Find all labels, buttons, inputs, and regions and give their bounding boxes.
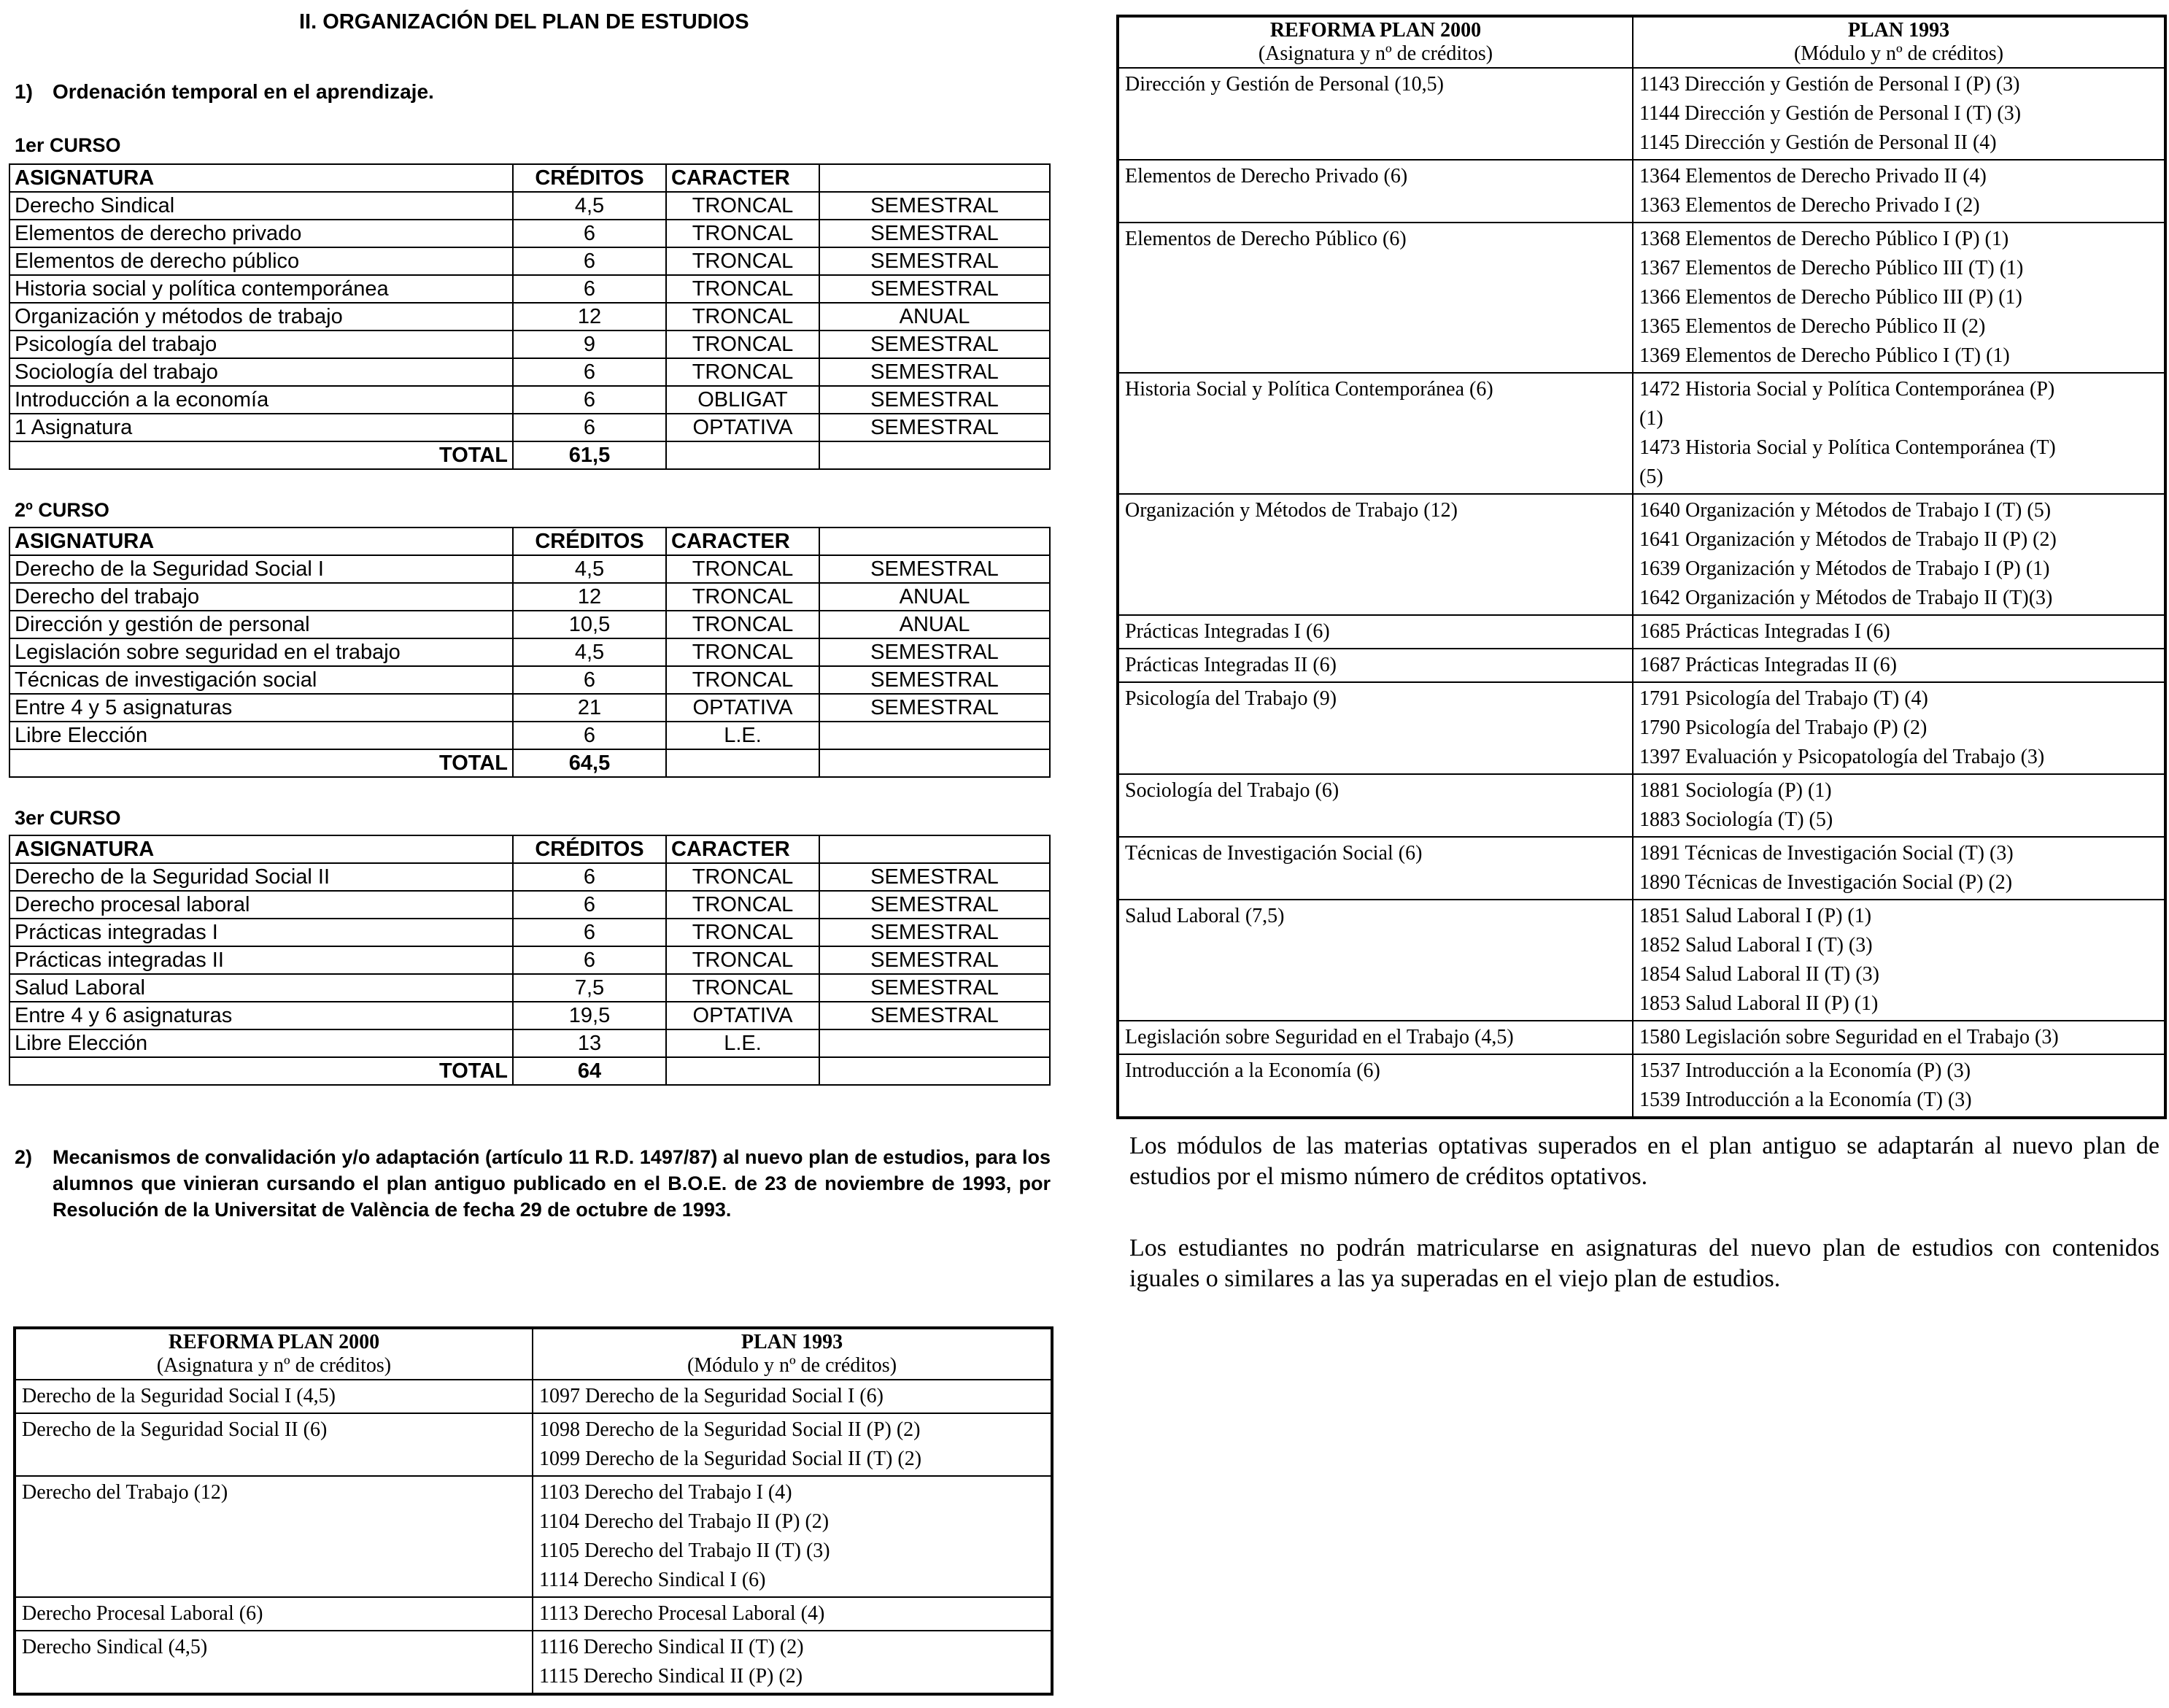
new-plan-subject — [1118, 649, 1633, 682]
table-row — [9, 583, 1050, 611]
subject-text: Derecho de la Seguridad Social I (4,5) — [22, 1385, 336, 1407]
duration-cell: SEMESTRAL — [819, 414, 1050, 441]
empty-cell — [819, 1057, 1050, 1085]
course-1-heading: 1er CURSO — [15, 134, 121, 156]
subject-text: Prácticas Integradas II (6) — [1125, 654, 1337, 676]
table-row — [9, 220, 1050, 247]
duration-cell: ANUAL — [819, 303, 1050, 331]
type-cell: TRONCAL — [666, 891, 819, 919]
duration-cell: SEMESTRAL — [819, 220, 1050, 247]
conversion-row — [1118, 615, 2165, 649]
module-entry: 1639 Organización y Métodos de Trabajo I (P) (1) — [1639, 557, 2050, 580]
module-entry: 1473 Historia Social y Política Contemporánea (T) — [1639, 436, 2056, 459]
subject-text: Introducción a la Economía (6) — [1125, 1059, 1380, 1082]
module-entry: 1397 Evaluación y Psicopatología del Trabajo (3) — [1639, 746, 2045, 768]
page-title: II. ORGANIZACIÓN DEL PLAN DE ESTUDIOS — [299, 10, 749, 34]
section-1-title: Ordenación temporal en el aprendizaje. — [53, 80, 434, 103]
module-entry: 1369 Elementos de Derecho Público I (T) (1) — [1639, 344, 2010, 367]
conversion-row — [1118, 223, 2165, 373]
module-entry: 1363 Elementos de Derecho Privado I (2) — [1639, 194, 1980, 217]
conversion-row — [15, 1380, 1052, 1413]
table-row — [9, 247, 1050, 275]
conversion-header-row — [15, 1328, 1052, 1380]
duration-cell: SEMESTRAL — [819, 275, 1050, 303]
conversion-row — [15, 1413, 1052, 1476]
table-header-row — [9, 528, 1050, 555]
empty-cell — [666, 1057, 819, 1085]
column-header: ASIGNATURA — [9, 528, 513, 555]
type-cell: TRONCAL — [666, 192, 819, 220]
module-entry: 1852 Salud Laboral I (T) (3) — [1639, 934, 1873, 957]
conversion-row — [1118, 774, 2165, 837]
type-cell: TRONCAL — [666, 638, 819, 666]
header-title: PLAN 1993 — [741, 1331, 843, 1353]
module-entry: 1145 Dirección y Gestión de Personal II (4) — [1639, 131, 1997, 154]
conversion-table-left — [13, 1326, 1053, 1696]
duration-cell: SEMESTRAL — [819, 555, 1050, 583]
duration-cell: SEMESTRAL — [819, 863, 1050, 891]
subject-cell: Elementos de derecho público — [9, 247, 513, 275]
old-plan-modules — [1633, 494, 2165, 615]
old-plan-modules — [1633, 160, 2165, 223]
column-header: ASIGNATURA — [9, 164, 513, 192]
subject-cell: Prácticas integradas II — [9, 946, 513, 974]
module-entry: 1364 Elementos de Derecho Privado II (4) — [1639, 165, 1987, 188]
conversion-row — [1118, 682, 2165, 774]
subject-cell: Prácticas integradas I — [9, 919, 513, 946]
module-entry: 1537 Introducción a la Economía (P) (3) — [1639, 1059, 1971, 1082]
column-header — [819, 164, 1050, 192]
subject-cell: Entre 4 y 6 asignaturas — [9, 1002, 513, 1029]
type-cell: TRONCAL — [666, 611, 819, 638]
subject-cell: Dirección y gestión de personal — [9, 611, 513, 638]
column-header: CRÉDITOS — [513, 835, 666, 863]
type-cell: OPTATIVA — [666, 414, 819, 441]
subject-text: Técnicas de Investigación Social (6) — [1125, 842, 1423, 865]
header-plan-1993 — [533, 1328, 1052, 1380]
type-cell: TRONCAL — [666, 863, 819, 891]
table-row — [9, 891, 1050, 919]
new-plan-subject — [1118, 1054, 1633, 1118]
module-entry: 1144 Dirección y Gestión de Personal I (T) (3) — [1639, 102, 2022, 125]
new-plan-subject — [1118, 1021, 1633, 1054]
credits-cell: 13 — [513, 1029, 666, 1057]
credits-cell: 4,5 — [513, 555, 666, 583]
module-entry: 1890 Técnicas de Investigación Social (P) (2) — [1639, 871, 2013, 894]
subject-cell: 1 Asignatura — [9, 414, 513, 441]
section-1-number: 1) — [15, 80, 33, 103]
duration-cell — [819, 1029, 1050, 1057]
section-2-number: 2) — [15, 1146, 33, 1168]
new-plan-subject — [1118, 223, 1633, 373]
new-plan-subject — [15, 1631, 533, 1694]
credits-cell: 12 — [513, 303, 666, 331]
total-value: 64,5 — [513, 749, 666, 777]
new-plan-subject — [1118, 682, 1633, 774]
module-entry: 1891 Técnicas de Investigación Social (T) (3) — [1639, 842, 2014, 865]
type-cell: TRONCAL — [666, 303, 819, 331]
total-value: 64 — [513, 1057, 666, 1085]
module-entry: 1116 Derecho Sindical II (T) (2) — [539, 1636, 804, 1658]
subject-cell: Introducción a la economía — [9, 386, 513, 414]
credits-cell: 6 — [513, 946, 666, 974]
header-reforma-2000 — [15, 1328, 533, 1380]
old-plan-modules — [1633, 1054, 2165, 1118]
subject-cell: Libre Elección — [9, 1029, 513, 1057]
type-cell: TRONCAL — [666, 220, 819, 247]
table-row — [9, 414, 1050, 441]
column-header: CARACTER — [666, 835, 819, 863]
module-entry: (5) — [1639, 465, 1663, 488]
section-2-text: Mecanismos de convalidación y/o adaptación (artículo 11 R.D. 1497/87) al nuevo plan de estudios, para los alumnos que vinieran cursando el plan antiguo publicado en el B.O.E. de 23 de noviembre de 1993, por Resolución de la Universitat de València de fecha 29 de octubre de 1993. — [53, 1146, 1051, 1221]
type-cell: TRONCAL — [666, 247, 819, 275]
subject-text: Derecho Sindical (4,5) — [22, 1636, 208, 1658]
subject-cell: Libre Elección — [9, 722, 513, 749]
subject-cell: Derecho Sindical — [9, 192, 513, 220]
empty-cell — [819, 749, 1050, 777]
conversion-row — [1118, 837, 2165, 900]
total-row — [9, 1057, 1050, 1085]
new-plan-subject — [15, 1597, 533, 1631]
duration-cell: SEMESTRAL — [819, 638, 1050, 666]
old-plan-modules — [533, 1476, 1052, 1597]
type-cell: TRONCAL — [666, 583, 819, 611]
header-title: PLAN 1993 — [1847, 19, 1950, 42]
type-cell: L.E. — [666, 722, 819, 749]
total-label: TOTAL — [9, 441, 513, 469]
credits-cell: 6 — [513, 414, 666, 441]
new-plan-subject — [1118, 494, 1633, 615]
conversion-row — [15, 1476, 1052, 1597]
subject-cell: Sociología del trabajo — [9, 358, 513, 386]
type-cell: TRONCAL — [666, 358, 819, 386]
subject-cell: Derecho de la Seguridad Social II — [9, 863, 513, 891]
subject-cell: Legislación sobre seguridad en el trabajo — [9, 638, 513, 666]
subject-text: Derecho de la Seguridad Social II (6) — [22, 1418, 328, 1441]
column-header: CRÉDITOS — [513, 528, 666, 555]
duration-cell: SEMESTRAL — [819, 891, 1050, 919]
credits-cell: 9 — [513, 331, 666, 358]
empty-cell — [819, 441, 1050, 469]
credits-cell: 21 — [513, 694, 666, 722]
duration-cell: ANUAL — [819, 583, 1050, 611]
new-plan-subject — [1118, 900, 1633, 1021]
old-plan-modules — [1633, 68, 2165, 160]
module-entry: 1367 Elementos de Derecho Público III (T) (1) — [1639, 257, 2024, 279]
module-entry: 1097 Derecho de la Seguridad Social I (6) — [539, 1385, 884, 1407]
credits-cell: 6 — [513, 919, 666, 946]
old-plan-modules — [533, 1597, 1052, 1631]
table-row — [9, 386, 1050, 414]
course-3-table — [9, 835, 1051, 1086]
module-entry: 1368 Elementos de Derecho Público I (P) (1) — [1639, 228, 2009, 250]
header-reforma-2000 — [1118, 16, 1633, 68]
table-row — [9, 1029, 1050, 1057]
module-entry: 1853 Salud Laboral II (P) (1) — [1639, 992, 1879, 1015]
subject-text: Psicología del Trabajo (9) — [1125, 687, 1337, 710]
module-entry: 1881 Sociología (P) (1) — [1639, 779, 1832, 802]
module-entry: 1115 Derecho Sindical II (P) (2) — [539, 1665, 803, 1688]
credits-cell: 10,5 — [513, 611, 666, 638]
old-plan-modules — [533, 1631, 1052, 1694]
conversion-row — [1118, 1054, 2165, 1118]
module-entry: 1854 Salud Laboral II (T) (3) — [1639, 963, 1879, 986]
header-subtitle: (Asignatura y nº de créditos) — [1258, 42, 1493, 65]
conversion-row — [1118, 649, 2165, 682]
module-entry: 1851 Salud Laboral I (P) (1) — [1639, 905, 1872, 927]
duration-cell: SEMESTRAL — [819, 946, 1050, 974]
table-row — [9, 694, 1050, 722]
credits-cell: 6 — [513, 666, 666, 694]
duration-cell — [819, 722, 1050, 749]
module-entry: 1365 Elementos de Derecho Público II (2) — [1639, 315, 1986, 338]
table-row — [9, 863, 1050, 891]
subject-cell: Salud Laboral — [9, 974, 513, 1002]
header-subtitle: (Asignatura y nº de créditos) — [156, 1354, 392, 1377]
type-cell: TRONCAL — [666, 275, 819, 303]
total-label: TOTAL — [9, 1057, 513, 1085]
duration-cell: SEMESTRAL — [819, 247, 1050, 275]
module-entry: 1105 Derecho del Trabajo II (T) (3) — [539, 1539, 830, 1562]
column-header: CARACTER — [666, 164, 819, 192]
duration-cell: SEMESTRAL — [819, 919, 1050, 946]
conversion-row — [1118, 1021, 2165, 1054]
old-plan-modules — [1633, 223, 2165, 373]
type-cell: OPTATIVA — [666, 694, 819, 722]
column-header: ASIGNATURA — [9, 835, 513, 863]
header-plan-1993 — [1633, 16, 2165, 68]
conversion-header-row — [1118, 16, 2165, 68]
conversion-table-right — [1116, 15, 2167, 1119]
duration-cell: SEMESTRAL — [819, 666, 1050, 694]
empty-cell — [666, 441, 819, 469]
credits-cell: 19,5 — [513, 1002, 666, 1029]
module-entry: 1143 Dirección y Gestión de Personal I (P) (3) — [1639, 73, 2020, 96]
duration-cell: SEMESTRAL — [819, 974, 1050, 1002]
column-header — [819, 528, 1050, 555]
table-row — [9, 611, 1050, 638]
course-3-heading: 3er CURSO — [15, 807, 121, 829]
column-header — [819, 835, 1050, 863]
credits-cell: 6 — [513, 863, 666, 891]
header-title: REFORMA PLAN 2000 — [168, 1331, 380, 1353]
subject-cell: Entre 4 y 5 asignaturas — [9, 694, 513, 722]
table-row — [9, 638, 1050, 666]
table-row — [9, 331, 1050, 358]
subject-cell: Historia social y política contemporánea — [9, 275, 513, 303]
note-paragraph-2: Los estudiantes no podrán matricularse en asignaturas del nuevo plan de estudios con contenidos iguales o similares a las ya superadas en el viejo plan de estudios. — [1129, 1234, 2160, 1292]
old-plan-modules — [533, 1380, 1052, 1413]
type-cell: TRONCAL — [666, 919, 819, 946]
new-plan-subject — [1118, 837, 1633, 900]
duration-cell: SEMESTRAL — [819, 331, 1050, 358]
module-entry: 1642 Organización y Métodos de Trabajo II (T)(3) — [1639, 587, 2053, 609]
course-2-table — [9, 527, 1051, 778]
module-entry: 1790 Psicología del Trabajo (P) (2) — [1639, 716, 1928, 739]
conversion-row — [1118, 160, 2165, 223]
old-plan-modules — [1633, 1021, 2165, 1054]
credits-cell: 6 — [513, 891, 666, 919]
type-cell: TRONCAL — [666, 666, 819, 694]
module-entry: 1685 Prácticas Integradas I (6) — [1639, 620, 1890, 643]
total-row — [9, 441, 1050, 469]
module-entry: 1687 Prácticas Integradas II (6) — [1639, 654, 1897, 676]
course-1-table — [9, 163, 1051, 470]
header-subtitle: (Módulo y nº de créditos) — [1793, 42, 2004, 65]
total-label: TOTAL — [9, 749, 513, 777]
table-header-row — [9, 835, 1050, 863]
type-cell: TRONCAL — [666, 946, 819, 974]
type-cell: TRONCAL — [666, 331, 819, 358]
old-plan-modules — [1633, 774, 2165, 837]
new-plan-subject — [15, 1380, 533, 1413]
module-entry: 1539 Introducción a la Economía (T) (3) — [1639, 1089, 1972, 1111]
old-plan-modules — [1633, 837, 2165, 900]
subject-text: Organización y Métodos de Trabajo (12) — [1125, 499, 1458, 522]
duration-cell: SEMESTRAL — [819, 694, 1050, 722]
old-plan-modules — [1633, 615, 2165, 649]
table-row — [9, 722, 1050, 749]
subject-text: Legislación sobre Seguridad en el Trabajo (4,5) — [1125, 1026, 1514, 1048]
subject-text: Salud Laboral (7,5) — [1125, 905, 1285, 927]
table-row — [9, 974, 1050, 1002]
type-cell: OPTATIVA — [666, 1002, 819, 1029]
note-paragraph-1: Los módulos de las materias optativas superados en el plan antiguo se adaptarán al nuevo plan de estudios por el mismo número de créditos optativos. — [1129, 1132, 2160, 1190]
course-2-heading: 2º CURSO — [15, 499, 109, 521]
module-entry: 1099 Derecho de la Seguridad Social II (T) (2) — [539, 1448, 922, 1470]
duration-cell: SEMESTRAL — [819, 1002, 1050, 1029]
module-entry: (1) — [1639, 407, 1663, 430]
subject-text: Derecho Procesal Laboral (6) — [22, 1602, 263, 1625]
table-row — [9, 303, 1050, 331]
type-cell: OBLIGAT — [666, 386, 819, 414]
subject-cell: Derecho procesal laboral — [9, 891, 513, 919]
table-row — [9, 946, 1050, 974]
conversion-row — [1118, 373, 2165, 494]
column-header: CARACTER — [666, 528, 819, 555]
old-plan-modules — [1633, 649, 2165, 682]
table-header-row — [9, 164, 1050, 192]
subject-text: Elementos de Derecho Privado (6) — [1125, 165, 1408, 188]
subject-text: Dirección y Gestión de Personal (10,5) — [1125, 73, 1444, 96]
old-plan-modules — [533, 1413, 1052, 1476]
empty-cell — [666, 749, 819, 777]
new-plan-subject — [1118, 615, 1633, 649]
new-plan-subject — [15, 1476, 533, 1597]
conversion-row — [1118, 68, 2165, 160]
credits-cell: 4,5 — [513, 638, 666, 666]
credits-cell: 4,5 — [513, 192, 666, 220]
duration-cell: SEMESTRAL — [819, 386, 1050, 414]
new-plan-subject — [1118, 160, 1633, 223]
old-plan-modules — [1633, 373, 2165, 494]
duration-cell: ANUAL — [819, 611, 1050, 638]
module-entry: 1791 Psicología del Trabajo (T) (4) — [1639, 687, 1928, 710]
subject-text: Elementos de Derecho Público (6) — [1125, 228, 1407, 250]
section-1-heading — [15, 80, 434, 104]
credits-cell: 6 — [513, 275, 666, 303]
credits-cell: 6 — [513, 386, 666, 414]
module-entry: 1103 Derecho del Trabajo I (4) — [539, 1481, 792, 1504]
table-row — [9, 192, 1050, 220]
new-plan-subject — [1118, 774, 1633, 837]
table-row — [9, 555, 1050, 583]
total-row — [9, 749, 1050, 777]
header-subtitle: (Módulo y nº de créditos) — [687, 1354, 897, 1377]
module-entry: 1366 Elementos de Derecho Público III (P) (1) — [1639, 286, 2022, 309]
module-entry: 1098 Derecho de la Seguridad Social II (P) (2) — [539, 1418, 921, 1441]
total-value: 61,5 — [513, 441, 666, 469]
header-title: REFORMA PLAN 2000 — [1269, 19, 1482, 42]
credits-cell: 7,5 — [513, 974, 666, 1002]
credits-cell: 6 — [513, 722, 666, 749]
conversion-row — [1118, 494, 2165, 615]
old-plan-modules — [1633, 682, 2165, 774]
duration-cell: SEMESTRAL — [819, 192, 1050, 220]
conversion-row — [15, 1631, 1052, 1694]
subject-cell: Psicología del trabajo — [9, 331, 513, 358]
table-row — [9, 666, 1050, 694]
type-cell: TRONCAL — [666, 974, 819, 1002]
module-entry: 1472 Historia Social y Política Contemporánea (P) — [1639, 378, 2055, 401]
duration-cell: SEMESTRAL — [819, 358, 1050, 386]
new-plan-subject — [1118, 373, 1633, 494]
conversion-row — [15, 1597, 1052, 1631]
credits-cell: 12 — [513, 583, 666, 611]
module-entry: 1641 Organización y Métodos de Trabajo II (P) (2) — [1639, 528, 2057, 551]
conversion-row — [1118, 900, 2165, 1021]
subject-text: Historia Social y Política Contemporánea (6) — [1125, 378, 1493, 401]
subject-cell: Organización y métodos de trabajo — [9, 303, 513, 331]
module-entry: 1883 Sociología (T) (5) — [1639, 808, 1833, 831]
type-cell: L.E. — [666, 1029, 819, 1057]
column-header: CRÉDITOS — [513, 164, 666, 192]
module-entry: 1104 Derecho del Trabajo II (P) (2) — [539, 1510, 830, 1533]
subject-cell: Técnicas de investigación social — [9, 666, 513, 694]
module-entry: 1580 Legislación sobre Seguridad en el Trabajo (3) — [1639, 1026, 2059, 1048]
credits-cell: 6 — [513, 358, 666, 386]
subject-cell: Elementos de derecho privado — [9, 220, 513, 247]
subject-text: Prácticas Integradas I (6) — [1125, 620, 1330, 643]
new-plan-subject — [1118, 68, 1633, 160]
subject-text: Derecho del Trabajo (12) — [22, 1481, 228, 1504]
module-entry: 1113 Derecho Procesal Laboral (4) — [539, 1602, 825, 1625]
module-entry: 1640 Organización y Métodos de Trabajo I (T) (5) — [1639, 499, 2052, 522]
old-plan-modules — [1633, 900, 2165, 1021]
credits-cell: 6 — [513, 220, 666, 247]
subject-cell: Derecho del trabajo — [9, 583, 513, 611]
module-entry: 1114 Derecho Sindical I (6) — [539, 1569, 766, 1591]
table-row — [9, 275, 1050, 303]
table-row — [9, 358, 1050, 386]
subject-text: Sociología del Trabajo (6) — [1125, 779, 1339, 802]
credits-cell: 6 — [513, 247, 666, 275]
type-cell: TRONCAL — [666, 555, 819, 583]
table-row — [9, 919, 1050, 946]
new-plan-subject — [15, 1413, 533, 1476]
subject-cell: Derecho de la Seguridad Social I — [9, 555, 513, 583]
table-row — [9, 1002, 1050, 1029]
